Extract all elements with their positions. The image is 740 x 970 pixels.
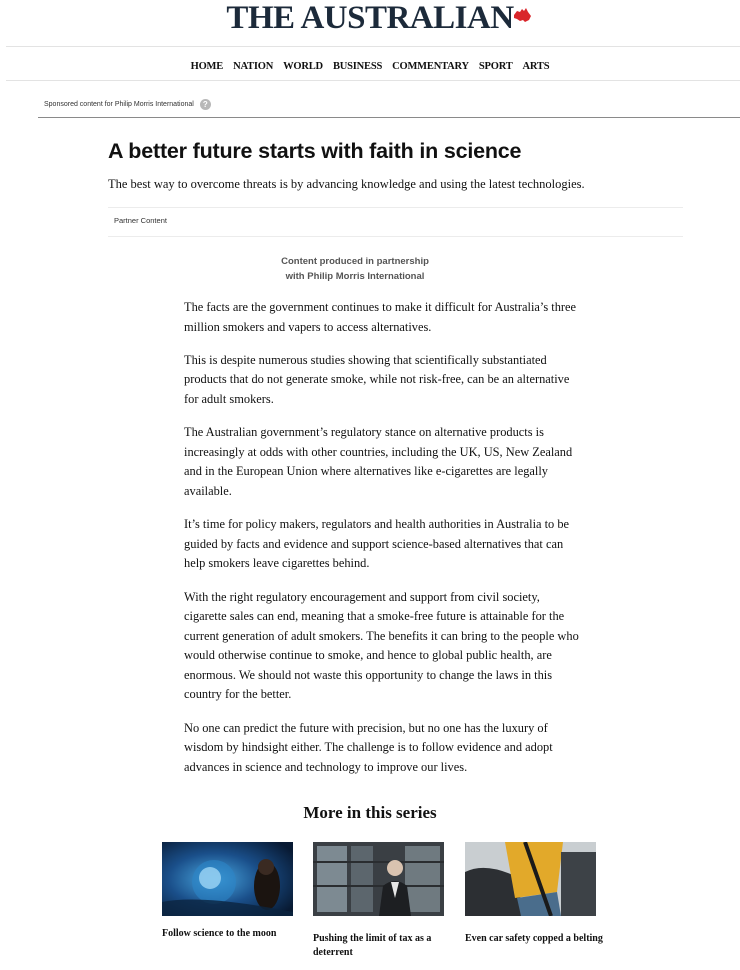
card-title-car-safety[interactable]: Even car safety copped a belting xyxy=(465,933,603,944)
nav-item-home[interactable]: HOME xyxy=(190,61,224,72)
main-nav xyxy=(0,56,740,72)
article-paragraph: The facts are the government continues to make it difficult for Australia’s three million smokers and vapers to access alternatives. xyxy=(184,300,577,334)
help-icon[interactable]: ? xyxy=(200,99,211,110)
article-paragraph: It’s time for policy makers, regulators and health authorities in Australia to be guided by facts and evidence and support science-based alternatives that can help smokers leave cigarettes behind. xyxy=(184,517,570,571)
nav-item-business[interactable]: BUSINESS xyxy=(332,61,383,72)
partner-content-label: Partner Content xyxy=(114,216,167,225)
article-body xyxy=(184,298,584,791)
sponsor-divider xyxy=(38,117,740,118)
article-paragraph: The Australian government’s regulatory stance on alternative products is increasingly at odds with other countries, including the UK, US, New Zealand and in the European Union where alternatives like e-cigarettes are legally available. xyxy=(184,425,573,498)
article-headline: A better future starts with faith in science xyxy=(108,139,522,163)
card-title-tax-deterrent[interactable]: Pushing the limit of tax as a deterrent xyxy=(313,933,432,958)
nav-divider xyxy=(6,80,740,81)
sponsor-label: Sponsored content for Philip Morris International xyxy=(44,100,194,108)
nav-item-commentary[interactable]: COMMENTARY xyxy=(392,61,469,72)
masthead-divider xyxy=(6,46,740,47)
partnership-note-line2: with Philip Morris International xyxy=(285,271,425,282)
card-title-science-moon[interactable]: Follow science to the moon xyxy=(162,928,277,939)
partner-top-divider xyxy=(108,207,683,208)
nav-item-arts[interactable]: ARTS xyxy=(522,61,550,72)
sponsor-bar xyxy=(44,97,211,111)
article-paragraph: This is despite numerous studies showing that scientifically substantiated products that do not generate smoke, while not risk-free, can be an alternative for adult smokers. xyxy=(184,352,570,406)
nav-item-world[interactable]: WORLD xyxy=(283,61,323,72)
article-paragraph: No one can predict the future with precision, but no one has the luxury of wisdom by hindsight either. The challenge is to follow evidence and adopt advances in science and technology to improve our lives. xyxy=(184,720,553,774)
card-image-tax-deterrent[interactable] xyxy=(313,842,444,916)
article-standfirst: The best way to overcome threats is by advancing knowledge and using the latest technologies. xyxy=(108,177,585,191)
partnership-note xyxy=(240,254,470,284)
card-image-car-safety[interactable] xyxy=(465,842,596,916)
nav-item-sport[interactable]: SPORT xyxy=(478,61,513,72)
nav-item-nation[interactable]: NATION xyxy=(233,61,274,72)
partnership-note-line1: Content produced in partnership xyxy=(281,256,429,267)
series-heading: More in this series xyxy=(303,803,437,822)
masthead[interactable] xyxy=(0,0,740,44)
card-image-science-moon[interactable] xyxy=(162,842,293,916)
australia-map-icon xyxy=(512,7,532,24)
article-paragraph: With the right regulatory encouragement and support from civil society, cigarette sales can end, meaning that a smoke-free future is attainable for the current generation of adult smokers. The benefits it can bring to the people who would otherwise continue to smoke, and hence to global public health, are enormous. We should not waste this opportunity to change the laws in this country for the better. xyxy=(184,589,579,702)
masthead-title[interactable]: THE AUSTRALIAN xyxy=(226,0,514,36)
partner-bottom-divider xyxy=(108,236,683,237)
